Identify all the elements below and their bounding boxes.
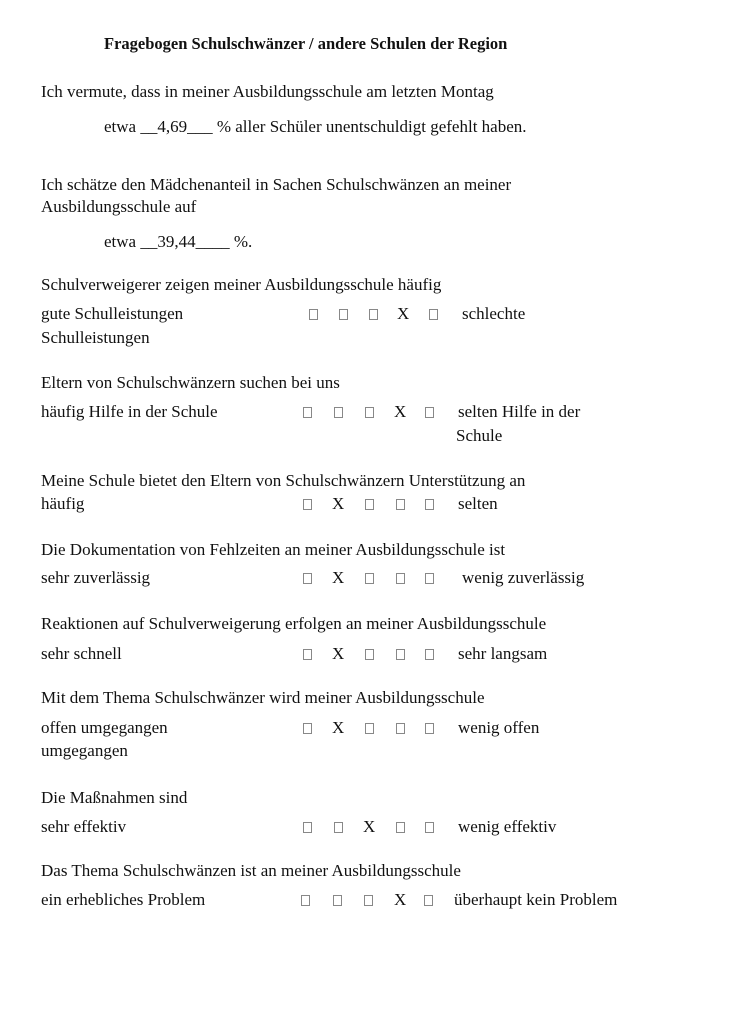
question-2-text-cont: Ausbildungsschule auf bbox=[41, 197, 197, 216]
question-10-option-1-checkbox[interactable] bbox=[301, 895, 310, 906]
question-10-text: Das Thema Schulschwänzen ist an meiner Ausbildungsschule bbox=[41, 861, 461, 880]
question-7-option-1-checkbox[interactable] bbox=[303, 649, 312, 660]
question-8-label-cont: umgegangen bbox=[41, 741, 128, 760]
question-9-text: Die Maßnahmen sind bbox=[41, 788, 188, 807]
question-4-option-2-checkbox[interactable] bbox=[334, 407, 343, 418]
question-3-left-label: gute Schulleistungen bbox=[41, 304, 184, 323]
question-3-option-1-checkbox[interactable] bbox=[309, 309, 318, 320]
question-5-text: Meine Schule bietet den Eltern von Schulschwänzern Unterstützung an bbox=[41, 471, 526, 490]
question-8-option-3-checkbox[interactable] bbox=[365, 723, 374, 734]
question-9-option-2-checkbox[interactable] bbox=[334, 822, 343, 833]
question-3-label-cont: Schulleistungen bbox=[41, 328, 150, 347]
question-4-left-label: häufig Hilfe in der Schule bbox=[41, 402, 218, 421]
question-10-right-label: überhaupt kein Problem bbox=[454, 890, 618, 909]
question-8-left-label: offen umgegangen bbox=[41, 718, 168, 737]
question-7-option-4-checkbox[interactable] bbox=[396, 649, 405, 660]
question-5-option-1-checkbox[interactable] bbox=[303, 499, 312, 510]
question-7-option-2-checked[interactable]: X bbox=[332, 644, 345, 663]
question-2-answer: etwa __39,44____ %. bbox=[104, 232, 253, 251]
question-6-right-label: wenig zuverlässig bbox=[462, 568, 585, 587]
question-3-text: Schulverweigerer zeigen meiner Ausbildungsschule häufig bbox=[41, 275, 442, 294]
question-5-option-3-checkbox[interactable] bbox=[365, 499, 374, 510]
question-6-option-1-checkbox[interactable] bbox=[303, 573, 312, 584]
question-5-option-4-checkbox[interactable] bbox=[396, 499, 405, 510]
question-8-option-1-checkbox[interactable] bbox=[303, 723, 312, 734]
question-4-option-1-checkbox[interactable] bbox=[303, 407, 312, 418]
question-6-option-5-checkbox[interactable] bbox=[425, 573, 434, 584]
question-3-option-5-checkbox[interactable] bbox=[429, 309, 438, 320]
question-9-option-3-checked[interactable]: X bbox=[363, 817, 376, 836]
question-5-left-label: häufig bbox=[41, 494, 85, 513]
page-title: Fragebogen Schulschwänzer / andere Schulen der Region bbox=[104, 34, 508, 53]
question-5-option-2-checked[interactable]: X bbox=[332, 494, 345, 513]
question-9-left-label: sehr effektiv bbox=[41, 817, 127, 836]
question-10-left-label: ein erhebliches Problem bbox=[41, 890, 206, 909]
question-10-option-3-checkbox[interactable] bbox=[364, 895, 373, 906]
question-8-text: Mit dem Thema Schulschwänzer wird meiner Ausbildungsschule bbox=[41, 688, 485, 707]
question-3-option-3-checkbox[interactable] bbox=[369, 309, 378, 320]
question-1-answer: etwa __4,69___ % aller Schüler unentschuldigt gefehlt haben. bbox=[104, 117, 527, 136]
question-8-option-5-checkbox[interactable] bbox=[425, 723, 434, 734]
question-5-right-label: selten bbox=[458, 494, 498, 513]
question-9-option-5-checkbox[interactable] bbox=[425, 822, 434, 833]
question-9-right-label: wenig effektiv bbox=[458, 817, 557, 836]
question-3-option-2-checkbox[interactable] bbox=[339, 309, 348, 320]
question-9-option-4-checkbox[interactable] bbox=[396, 822, 405, 833]
question-4-text: Eltern von Schulschwänzern suchen bei uns bbox=[41, 373, 340, 392]
question-10-option-2-checkbox[interactable] bbox=[333, 895, 342, 906]
question-4-option-3-checkbox[interactable] bbox=[365, 407, 374, 418]
question-1-text: Ich vermute, dass in meiner Ausbildungsschule am letzten Montag bbox=[41, 82, 494, 101]
question-6-left-label: sehr zuverlässig bbox=[41, 568, 151, 587]
question-7-option-5-checkbox[interactable] bbox=[425, 649, 434, 660]
question-4-option-5-checkbox[interactable] bbox=[425, 407, 434, 418]
question-7-right-label: sehr langsam bbox=[458, 644, 548, 663]
question-6-option-2-checked[interactable]: X bbox=[332, 568, 345, 587]
question-7-left-label: sehr schnell bbox=[41, 644, 122, 663]
question-6-text: Die Dokumentation von Fehlzeiten an meiner Ausbildungsschule ist bbox=[41, 540, 506, 559]
question-4-label-cont: Schule bbox=[456, 426, 503, 445]
question-3-right-label: schlechte bbox=[462, 304, 526, 323]
question-8-option-4-checkbox[interactable] bbox=[396, 723, 405, 734]
question-5-option-5-checkbox[interactable] bbox=[425, 499, 434, 510]
question-10-option-4-checked[interactable]: X bbox=[394, 890, 407, 909]
question-4-right-label: selten Hilfe in der bbox=[458, 402, 581, 421]
question-7-option-3-checkbox[interactable] bbox=[365, 649, 374, 660]
question-9-option-1-checkbox[interactable] bbox=[303, 822, 312, 833]
question-6-option-3-checkbox[interactable] bbox=[365, 573, 374, 584]
question-3-option-4-checked[interactable]: X bbox=[397, 304, 410, 323]
question-8-option-2-checked[interactable]: X bbox=[332, 718, 345, 737]
question-7-text: Reaktionen auf Schulverweigerung erfolgen an meiner Ausbildungsschule bbox=[41, 614, 547, 633]
question-4-option-4-checked[interactable]: X bbox=[394, 402, 407, 421]
question-8-right-label: wenig offen bbox=[458, 718, 540, 737]
question-6-option-4-checkbox[interactable] bbox=[396, 573, 405, 584]
question-2-text: Ich schätze den Mädchenanteil in Sachen Schulschwänzen an meiner bbox=[41, 175, 512, 194]
question-10-option-5-checkbox[interactable] bbox=[424, 895, 433, 906]
